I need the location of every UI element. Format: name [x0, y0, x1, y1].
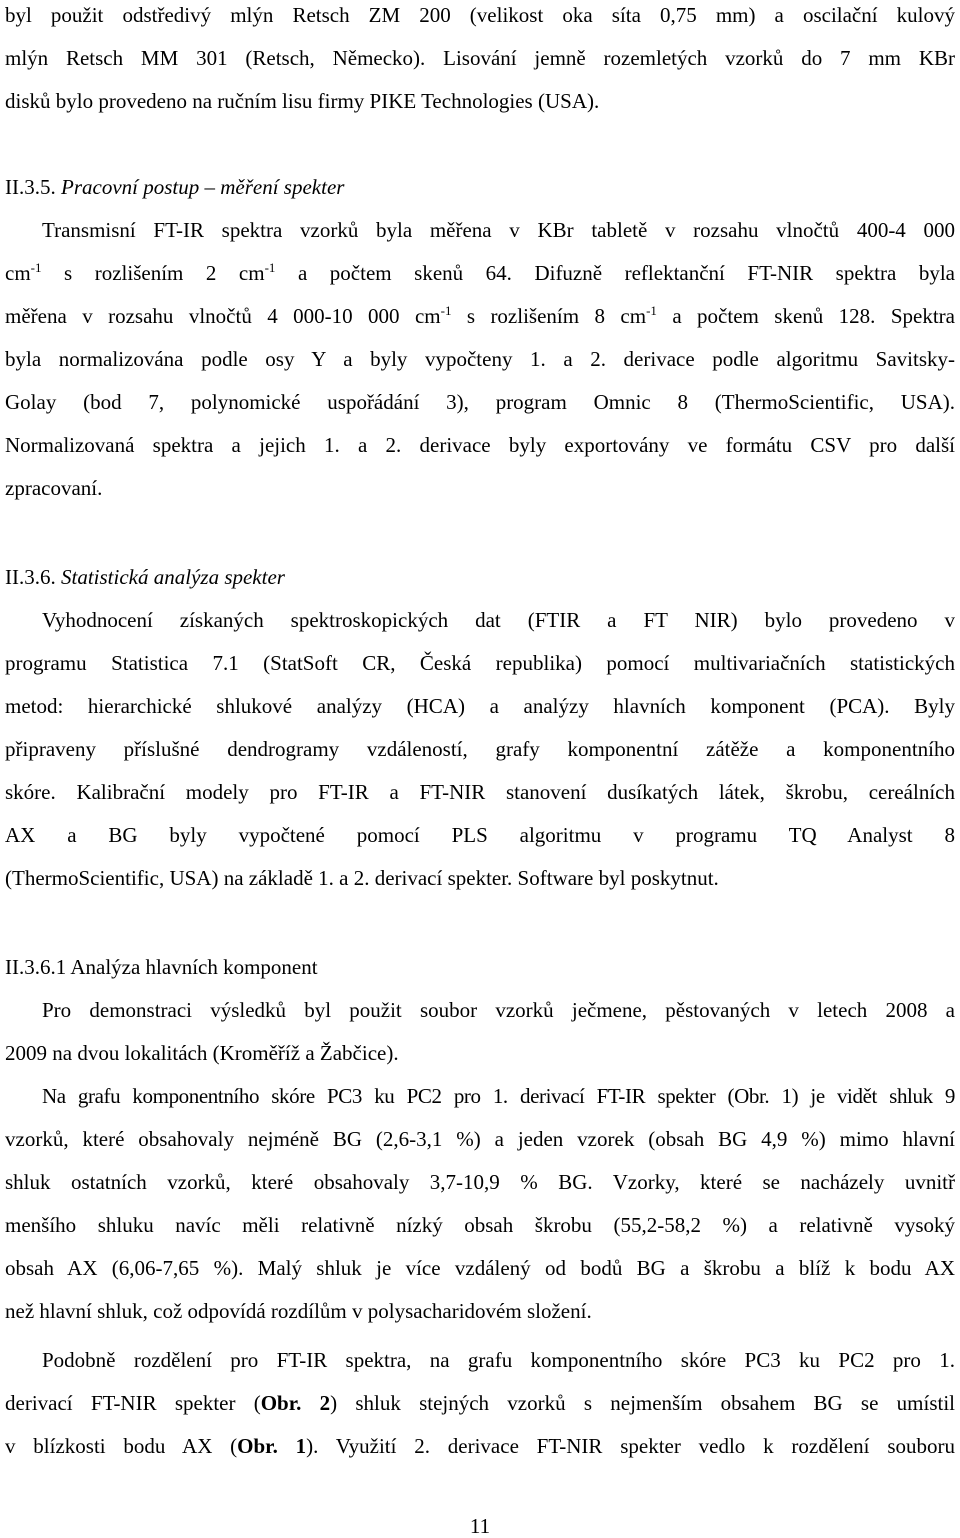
text-line: metod: hierarchické shlukové analýzy (HCA) a analýzy hlavních komponent (PCA). Byly: [5, 694, 955, 718]
text-line: AX a BG byly vypočtené pomocí PLS algoritmu v programu TQ Analyst 8: [5, 823, 955, 847]
text-line: mlýn Retsch MM 301 (Retsch, Německo). Lisování jemně rozemletých vzorků do 7 mm KBr: [5, 46, 955, 70]
text-line: 2009 na dvou lokalitách (Kroměříž a Žabčice).: [5, 1041, 399, 1065]
text-line: měřena v rozsahu vlnočtů 4 000-10 000 $cm^{-1}$ s rozlišením 8 $cm^{-1}$ a počtem skenů 128. Spektra: [5, 303, 955, 328]
text-line: shluk ostatních vzorků, které obsahovaly 3,7-10,9 % BG. Vzorky, které se nacházely uvnitř: [5, 1170, 955, 1194]
section-heading-2-3-5: [5, 173, 955, 201]
subsection-heading: II.3.6.1 Analýza hlavních komponent: [5, 955, 318, 979]
text-line: Vyhodnocení získaných spektroskopických dat (FTIR a FT NIR) bylo provedeno v: [42, 608, 955, 632]
superscript: -1: [264, 260, 276, 275]
text-line: Normalizovaná spektra a jejich 1. a 2. derivace byly exportovány ve formátu CSV pro další: [5, 433, 955, 457]
text-line: v blízkosti bodu AX (Obr. 1). Využití 2. derivace FT-NIR spekter vedlo k rozdělení souboru: [5, 1434, 955, 1458]
superscript: -1: [646, 303, 657, 318]
text-line: Golay (bod 7, polynomické uspořádání 3), program Omnic 8 (ThermoScientific, USA).: [5, 390, 955, 414]
section-number: II.3.6.: [5, 565, 56, 589]
text-line: Na grafu komponentního skóre PC3 ku PC2 pro 1. derivací FT-IR spekter (Obr. 1) je vidět shluk 9: [42, 1084, 955, 1108]
text-line: zpracovaní.: [5, 476, 103, 500]
text-line: menšího shluku navíc měli relativně nízký obsah škrobu (55,2-58,2 %) a relativně vysoký: [5, 1213, 955, 1237]
page-number: 11: [469, 1514, 491, 1538]
section-title: Statistická analýza spekter: [61, 565, 285, 589]
text-line: skóre. Kalibrační modely pro FT-IR a FT-NIR stanovení dusíkatých látek, škrobu, cereálních: [5, 780, 955, 804]
text-line: byla normalizována podle osy Y a byly vypočteny 1. a 2. derivace podle algoritmu Savitsky-: [5, 347, 955, 371]
text-line: (ThermoScientific, USA) na základě 1. a 2. derivací spekter. Software byl poskytnut.: [5, 866, 719, 890]
text-line: disků bylo provedeno na ručním lisu firmy PIKE Technologies (USA).: [5, 89, 600, 113]
text-line: vzorků, které obsahovaly nejméně BG (2,6-3,1 %) a jeden vzorek (obsah BG 4,9 %) mimo hlavní: [5, 1127, 955, 1151]
text-line: Transmisní FT-IR spektra vzorků byla měřena v KBr tabletě v rozsahu vlnočtů 400-4 000: [42, 218, 955, 242]
figure-reference: Obr. 1: [237, 1434, 307, 1458]
superscript: -1: [30, 260, 42, 275]
text-line: derivací FT-NIR spekter (Obr. 2) shluk stejných vzorků s nejmenším obsahem BG se umístil: [5, 1391, 955, 1415]
text-line: $cm^{-1}$ s rozlišením 2 $cm^{-1}$ a počtem skenů 64. Difuzně reflektanční FT-NIR spektra byla: [5, 260, 955, 285]
section-title: Pracovní postup – měření spekter: [61, 175, 345, 199]
text-line: Podobně rozdělení pro FT-IR spektra, na grafu komponentního skóre PC3 ku PC2 pro 1.: [42, 1348, 955, 1372]
text-line: připraveny příslušné dendrogramy vzdáleností, grafy komponentní zátěže a komponentního: [5, 737, 955, 761]
section-number: II.3.5.: [5, 175, 56, 199]
section-heading-2-3-6: [5, 563, 955, 591]
text-line: programu Statistica 7.1 (StatSoft CR, Česká republika) pomocí multivariačních statistických: [5, 651, 955, 675]
superscript: -1: [440, 303, 452, 318]
text-line: obsah AX (6,06-7,65 %). Malý shluk je více vzdálený od bodů BG a škrobu a blíž k bodu AX: [5, 1256, 955, 1280]
text-line: než hlavní shluk, což odpovídá rozdílům v polysacharidovém složení.: [5, 1299, 592, 1323]
text-line: Pro demonstraci výsledků byl použit soubor vzorků ječmene, pěstovaných v letech 2008 a: [42, 998, 955, 1022]
figure-reference: Obr. 2: [260, 1391, 331, 1415]
text-line: byl použit odstředivý mlýn Retsch ZM 200 (velikost oka síta 0,75 mm) a oscilační kulový: [5, 3, 955, 27]
